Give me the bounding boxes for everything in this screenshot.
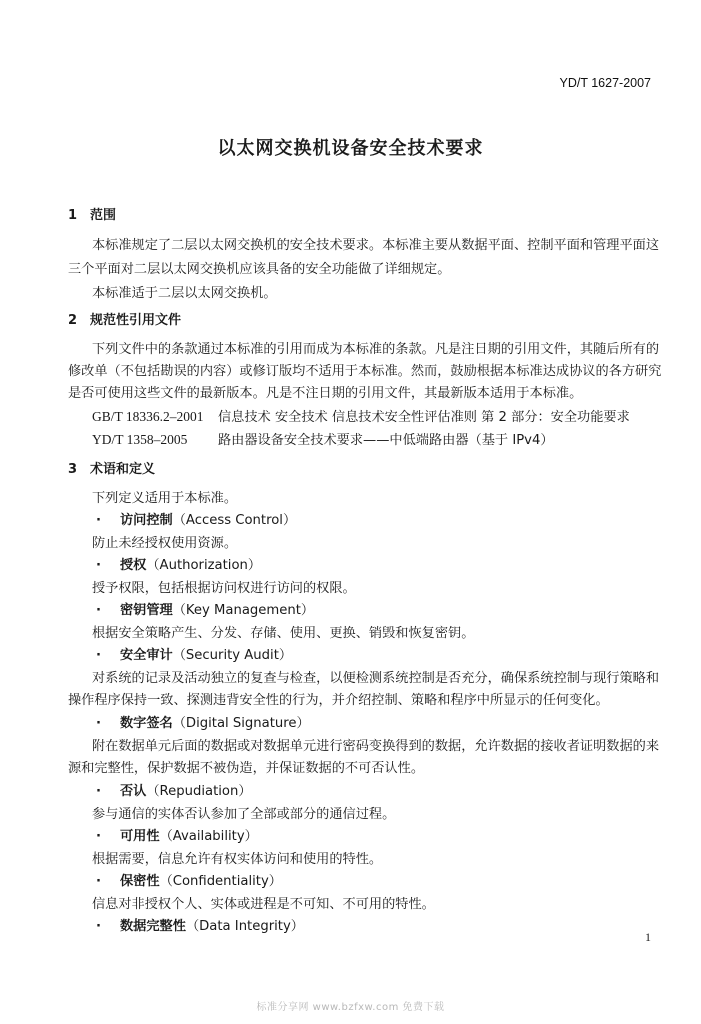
reference-code: GB/T 18336.2–2001 bbox=[92, 409, 204, 424]
paragraph-line: 修改单（不包括勘误的内容）或修订版均不适用于本标准。然而，鼓励根据本标准达成协议的各方研究 bbox=[68, 364, 662, 379]
reference-title: 路由器设备安全技术要求——中低端路由器（基于 IPv4） bbox=[218, 433, 554, 448]
bullet-icon: · bbox=[96, 603, 102, 618]
term-definition: 根据安全策略产生、分发、存储、使用、更换、销毁和恢复密钥。 bbox=[92, 626, 475, 641]
paragraph-line: 是否可使用这些文件的最新版本。凡是不注日期的引用文件，其最新版本适用于本标准。 bbox=[68, 386, 583, 401]
watermark: 标准分享网 www.bzfxw.com 免费下载 bbox=[256, 1002, 445, 1013]
bullet-icon: · bbox=[96, 784, 102, 799]
term-heading bbox=[96, 782, 252, 802]
paragraph-line: 下列定义适用于本标准。 bbox=[92, 491, 238, 506]
section-heading-scope bbox=[68, 206, 116, 226]
term-heading bbox=[96, 872, 282, 892]
bullet-icon: · bbox=[96, 874, 102, 889]
bullet-icon: · bbox=[96, 919, 102, 934]
reference-entry bbox=[92, 430, 554, 451]
term-english: （Confidentiality） bbox=[159, 874, 282, 889]
term-heading bbox=[96, 917, 304, 937]
term-name: 数字签名 bbox=[120, 716, 173, 731]
term-english: （Availability） bbox=[159, 829, 258, 844]
term-definition: 信息对非授权个人、实体或进程是不可知、不可用的特性。 bbox=[92, 897, 435, 912]
term-english: （Key Management） bbox=[172, 603, 315, 618]
term-definition: 参与通信的实体否认参加了全部或部分的通信过程。 bbox=[92, 807, 396, 822]
term-heading bbox=[96, 556, 261, 576]
section-number: 2 bbox=[68, 313, 78, 328]
term-english: （Authorization） bbox=[146, 558, 262, 573]
bullet-icon: · bbox=[96, 716, 102, 731]
term-heading bbox=[96, 714, 310, 734]
term-heading bbox=[96, 827, 258, 847]
paragraph-line: 下列文件中的条款通过本标准的引用而成为本标准的条款。凡是注日期的引用文件，其随后所有的 bbox=[92, 342, 660, 357]
term-name: 授权 bbox=[120, 558, 147, 573]
term-definition: 根据需要，信息允许有权实体访问和使用的特性。 bbox=[92, 852, 383, 867]
bullet-icon: · bbox=[96, 513, 102, 528]
section-title: 术语和定义 bbox=[90, 462, 156, 477]
section-number: 3 bbox=[68, 462, 78, 477]
term-english: （Repudiation） bbox=[146, 784, 252, 799]
term-definition: 防止未经授权使用资源。 bbox=[92, 536, 238, 551]
term-heading bbox=[96, 511, 296, 531]
paragraph-line: 本标准适于二层以太网交换机。 bbox=[92, 286, 277, 301]
page-number: 1 bbox=[645, 930, 651, 944]
paragraph-line: 三个平面对二层以太网交换机应该具备的安全功能做了详细规定。 bbox=[68, 262, 451, 277]
document-title: 以太网交换机设备安全技术要求 bbox=[217, 138, 484, 159]
term-definition: 操作程序保持一致、探测违背安全性的行为，并介绍控制、策略和程序中所显示的任何变化。 bbox=[68, 693, 609, 708]
term-definition: 对系统的记录及活动独立的复查与检查，以便检测系统控制是否充分，确保系统控制与现行策略和 bbox=[92, 671, 660, 686]
term-heading bbox=[96, 601, 314, 621]
section-title: 规范性引用文件 bbox=[90, 313, 182, 328]
term-definition: 授予权限，包括根据访问权进行访问的权限。 bbox=[92, 581, 356, 596]
term-name: 否认 bbox=[120, 784, 147, 799]
section-title: 范围 bbox=[90, 208, 117, 223]
bullet-icon: · bbox=[96, 558, 102, 573]
section-heading-normative-references bbox=[68, 311, 181, 331]
term-definition: 源和完整性，保护数据不被伪造，并保证数据的不可否认性。 bbox=[68, 761, 425, 776]
reference-code: YD/T 1358–2005 bbox=[92, 432, 188, 447]
term-english: （Digital Signature） bbox=[172, 716, 310, 731]
bullet-icon: · bbox=[96, 648, 102, 663]
term-name: 密钥管理 bbox=[120, 603, 173, 618]
bullet-icon: · bbox=[96, 829, 102, 844]
document-code: YD/T 1627-2007 bbox=[559, 76, 651, 90]
term-name: 保密性 bbox=[120, 874, 160, 889]
paragraph-line: 本标准规定了二层以太网交换机的安全技术要求。本标准主要从数据平面、控制平面和管理平面这 bbox=[92, 238, 660, 253]
section-heading-terms-definitions bbox=[68, 460, 155, 480]
term-name: 数据完整性 bbox=[120, 919, 186, 934]
term-english: （Security Audit） bbox=[172, 648, 293, 663]
reference-title: 信息技术 安全技术 信息技术安全性评估准则 第 2 部分：安全功能要求 bbox=[218, 410, 630, 425]
term-name: 可用性 bbox=[120, 829, 160, 844]
reference-entry bbox=[92, 407, 630, 428]
term-definition: 附在数据单元后面的数据或对数据单元进行密码变换得到的数据，允许数据的接收者证明数据的来 bbox=[92, 739, 660, 754]
term-english: （Access Control） bbox=[172, 513, 297, 528]
term-name: 安全审计 bbox=[120, 648, 173, 663]
term-heading bbox=[96, 646, 292, 666]
term-name: 访问控制 bbox=[120, 513, 173, 528]
term-english: （Data Integrity） bbox=[185, 919, 304, 934]
section-number: 1 bbox=[68, 208, 78, 223]
